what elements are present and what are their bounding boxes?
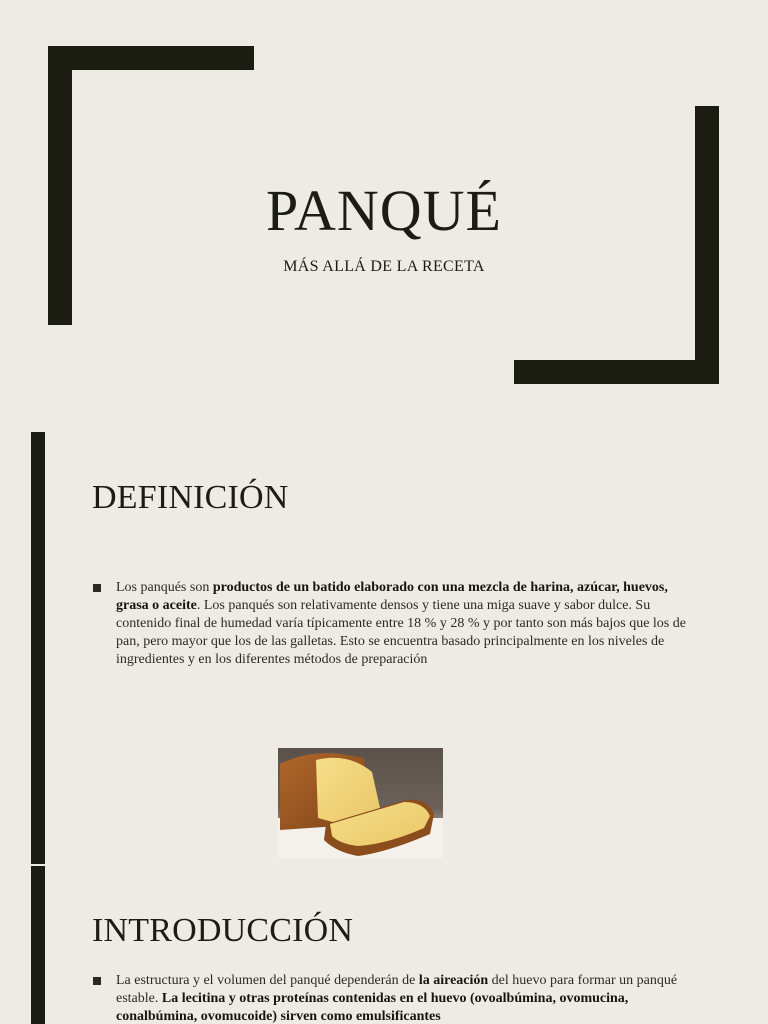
definition-text-2: . Los panqués son relativamente densos y tiene una miga suave y sabor dulce. Su contenido final de humedad varía típicamente entre 18 % y 28 % y por tanto son más bajos que los de pan, pero mayor que los de las galletas. Esto se encuentra basado principalmente en los niveles de ingredientes y en los diferentes métodos de preparación [116, 598, 686, 667]
content-slide [0, 432, 768, 1024]
introduction-paragraph [116, 972, 688, 1024]
introduction-text-2: del huevo para formar un panqué estable. [116, 973, 678, 1006]
introduction-text-1: La estructura y el volumen del panqué dependerán de [116, 973, 419, 988]
left-accent-bar-lower [31, 866, 45, 1024]
definition-bold-1: productos de un batido elaborado con una mezcla de harina, azúcar, huevos, grasa o aceite [116, 580, 668, 613]
page-subtitle: MÁS ALLÁ DE LA RECETA [283, 258, 485, 275]
introduction-bold-2: La lecitina y otras proteínas contenidas en el huevo (ovoalbúmina, ovomucina, conalbúmina, ovomucoide) sirven como emulsificantes [116, 991, 629, 1024]
pound-cake-illustration [278, 748, 443, 858]
pound-cake-image [278, 748, 443, 858]
left-accent-bar [31, 432, 45, 864]
bullet-icon [93, 977, 101, 985]
frame-top-left-horizontal [48, 46, 254, 70]
title-slide [0, 0, 768, 410]
section-heading-definicion: DEFINICIÓN [92, 479, 289, 516]
bullet-icon [93, 584, 101, 592]
section-heading-introduccion: INTRODUCCIÓN [92, 912, 354, 949]
definition-paragraph [116, 579, 688, 669]
frame-bottom-right-horizontal [514, 360, 719, 384]
introduction-bold-1: la aireación [418, 973, 489, 988]
page-title: PANQUÉ [266, 178, 502, 243]
definition-text-1: Los panqués son [116, 580, 213, 595]
